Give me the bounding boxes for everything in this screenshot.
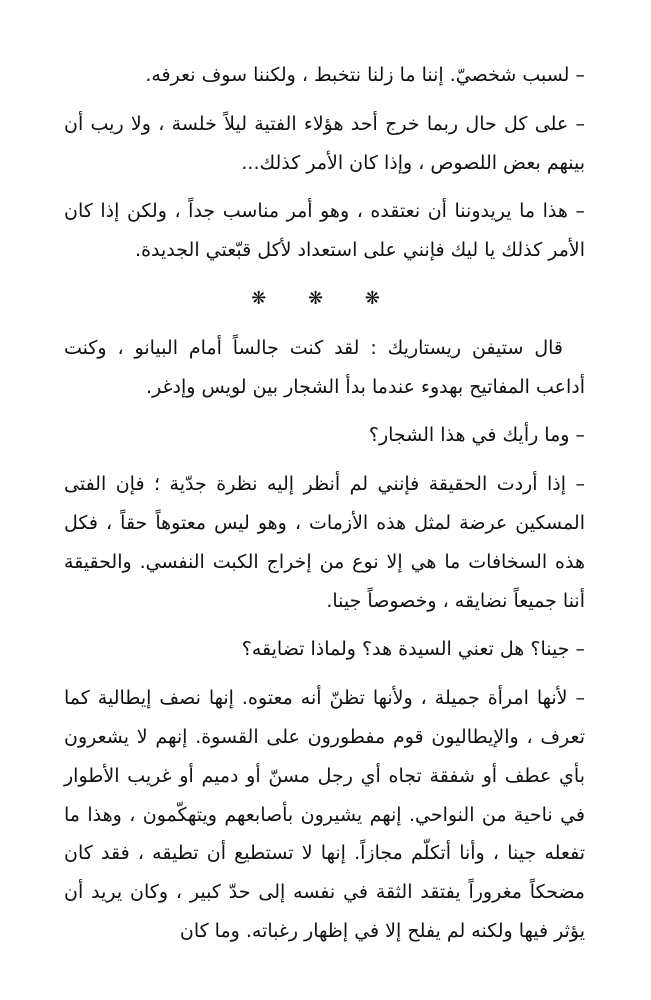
page-body-text [64, 56, 585, 961]
dialogue-paragraph-3: – هذا ما يريدوننا أن نعتقده ، وهو أمر مناسب جداً ، ولكن إذا كان الأمر كذلك يا ليك فإنني على استعداد لأكل قبّعتي الجديدة. [64, 200, 585, 262]
dialogue-paragraph-4: – وما رأيك في هذا الشجار؟ [368, 424, 585, 447]
section-separator: ❋ ❋ ❋ [251, 287, 398, 309]
dialogue-paragraph-2: – على كل حال ربما خرج أحد هؤلاء الفتية ليلاً خلسة ، ولا ريب أن بينهم بعض اللصوص ، وإذا كان الأمر كذلك... [64, 112, 585, 174]
dialogue-paragraph-5: – إذا أردت الحقيقة فإنني لم أنظر إليه نظرة جدّية ؛ فإن الفتى المسكين عرضة لمثل هذه الأزمات ، وهو ليس معتوهاً حقاً ، فكل هذه السخافات ما هي إلا نوع من إخراج الكبت النفسي. والحقيقة أننا جميعاً نضايقه ، وخصوصاً جينا. [64, 473, 585, 612]
dialogue-paragraph-6: – جينا؟ هل تعني السيدة هد؟ ولماذا تضايقه؟ [241, 638, 585, 661]
narration-paragraph: قال ستيفن ريستاريك : لقد كنت جالساً أمام البيانو ، وكنت أداعب المفاتيح بهدوء عندما بدأ الشجار بين لويس وإدغر. [64, 336, 585, 398]
dialogue-paragraph-7: – لأنها امرأة جميلة ، ولأنها تظنّ أنه معتوه. إنها نصف إيطالية كما تعرف ، والإيطاليون قوم مفطورون على القسوة. إنهم لا يشعرون بأي عطف أو شفقة تجاه أي رجل مسنّ أو دميم أو غريب الأطوار في ناحية من النواحي. إنهم يشيرون بأصابعهم ويتهكّمون ، وهذا ما تفعله جينا ، وأنا أتكلّم مجازاً. إنها لا تستطيع أن تطيقه ، فقد كان مضحكاً مغروراً يفتقد الثقة في نفسه إلى حدّ كبير ، وكان يريد أن يؤثر فيها ولكنه لم يفلح إلا في إظهار رغباته. وما كان [64, 687, 585, 942]
dialogue-paragraph-1: – لسبب شخصيّ. إننا ما زلنا نتخبط ، ولكننا سوف نعرفه. [145, 64, 585, 86]
